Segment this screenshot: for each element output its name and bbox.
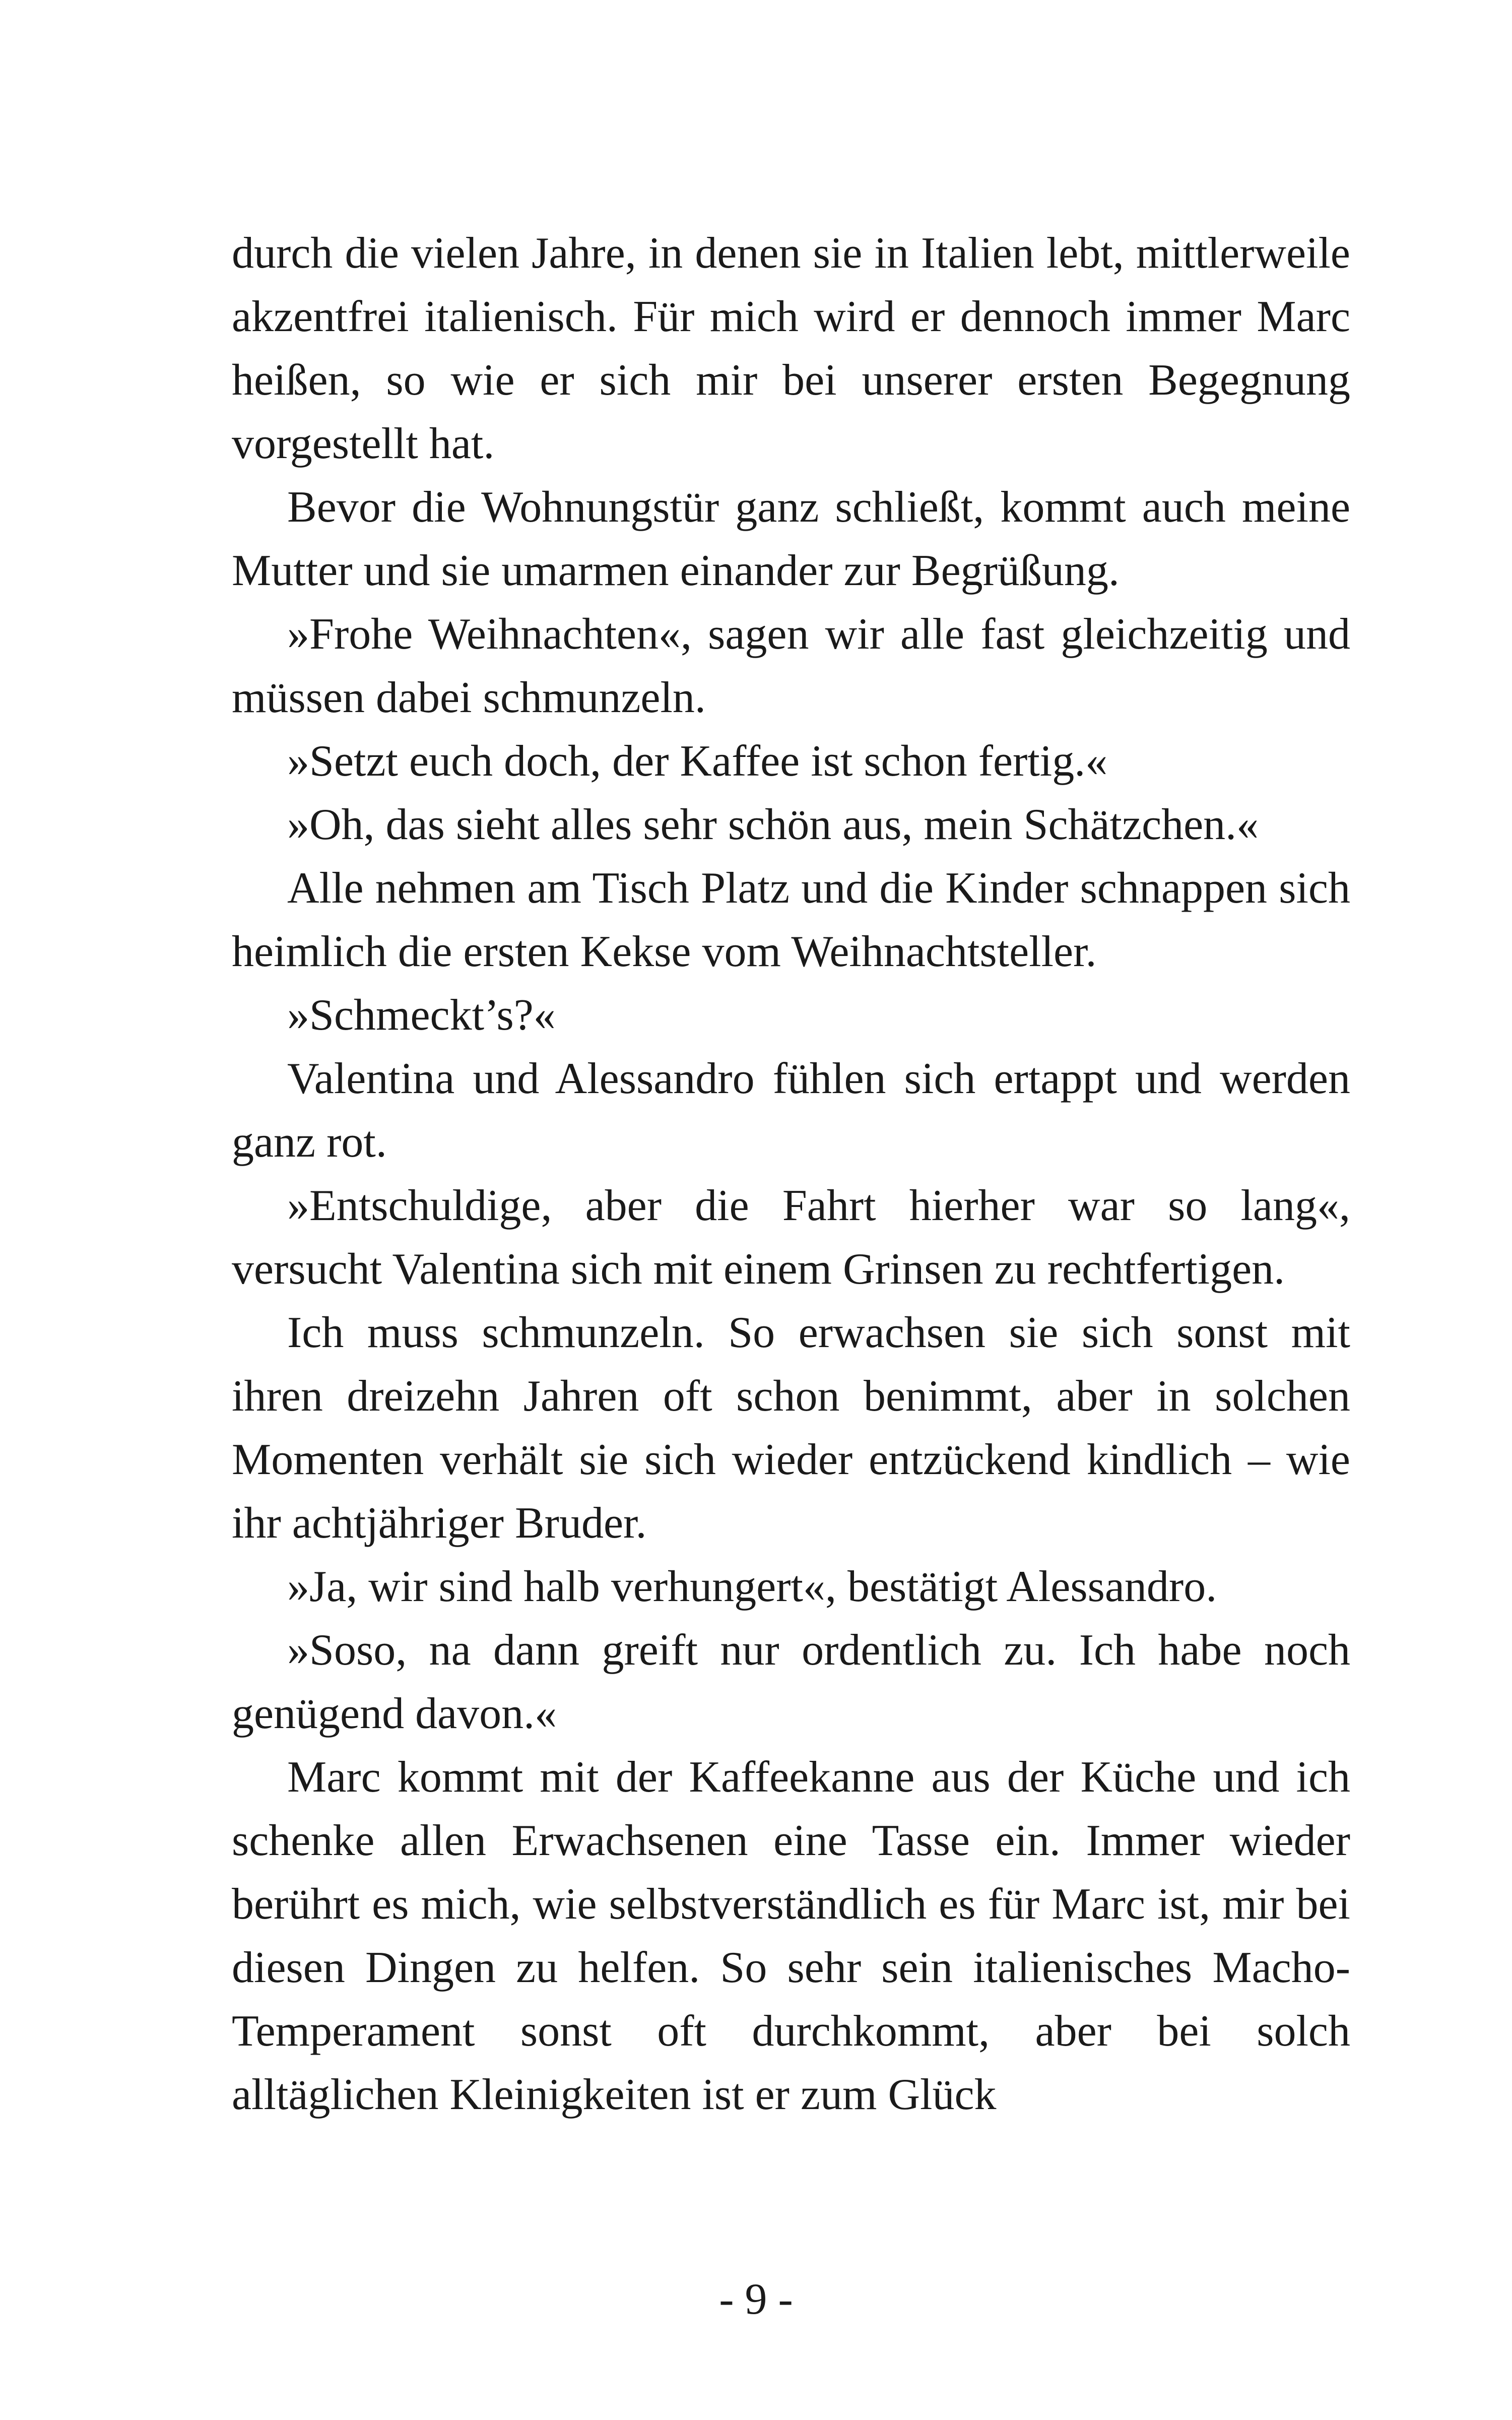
paragraph-10: Ich muss schmunzeln. So erwachsen sie sich sonst mit ihren dreizehn Jahren oft schon benimmt, aber in solchen Momenten verhält sie sich wieder entzückend kindlich – wie ihr achtjähriger Bruder. [232, 1308, 1350, 1548]
paragraph-7: »Schmeckt’s?« [287, 991, 556, 1040]
page-number: - 9 - [719, 2275, 793, 2324]
paragraph-5: »Oh, das sieht alles sehr schön aus, mein Schätzchen.« [287, 800, 1259, 849]
paragraph-12: »Soso, na dann greift nur ordentlich zu. Ich habe noch genügend davon.« [232, 1626, 1350, 1738]
paragraph-13: Marc kommt mit der Kaffeekanne aus der Küche und ich schenke allen Erwachsenen eine Tasse ein. Immer wieder berührt es mich, wie selbstverständlich es für Marc ist, mir bei diesen Dingen zu helfen. So sehr sein italienisches Macho-Temperament sonst oft durchkommt, aber bei solch alltäglichen Kleinigkeiten ist er zum Glück [232, 1753, 1350, 2119]
paragraph-3: »Frohe Weihnachten«, sagen wir alle fast gleichzeitig und müssen dabei schmunzeln. [232, 610, 1350, 722]
paragraph-1: durch die vielen Jahre, in denen sie in Italien lebt, mittlerweile akzentfrei italienisch. Für mich wird er dennoch immer Marc heißen, so wie er sich mir bei unserer ersten Begegnung vorgestellt hat. [232, 229, 1350, 468]
paragraph-6: Alle nehmen am Tisch Platz und die Kinder schnappen sich heimlich die ersten Kekse vom Weihnachtsteller. [232, 864, 1350, 976]
body-text [232, 222, 1350, 2127]
paragraph-4: »Setzt euch doch, der Kaffee ist schon fertig.« [287, 737, 1108, 786]
paragraph-8: Valentina und Alessandro fühlen sich ertappt und werden ganz rot. [232, 1054, 1350, 1167]
paragraph-11: »Ja, wir sind halb verhungert«, bestätigt Alessandro. [287, 1562, 1217, 1611]
paragraph-2: Bevor die Wohnungstür ganz schließt, kommt auch meine Mutter und sie umarmen einander zur Begrüßung. [232, 483, 1350, 595]
paragraph-9: »Entschuldige, aber die Fahrt hierher war so lang«, versucht Valentina sich mit einem Grinsen zu rechtfertigen. [232, 1181, 1350, 1294]
